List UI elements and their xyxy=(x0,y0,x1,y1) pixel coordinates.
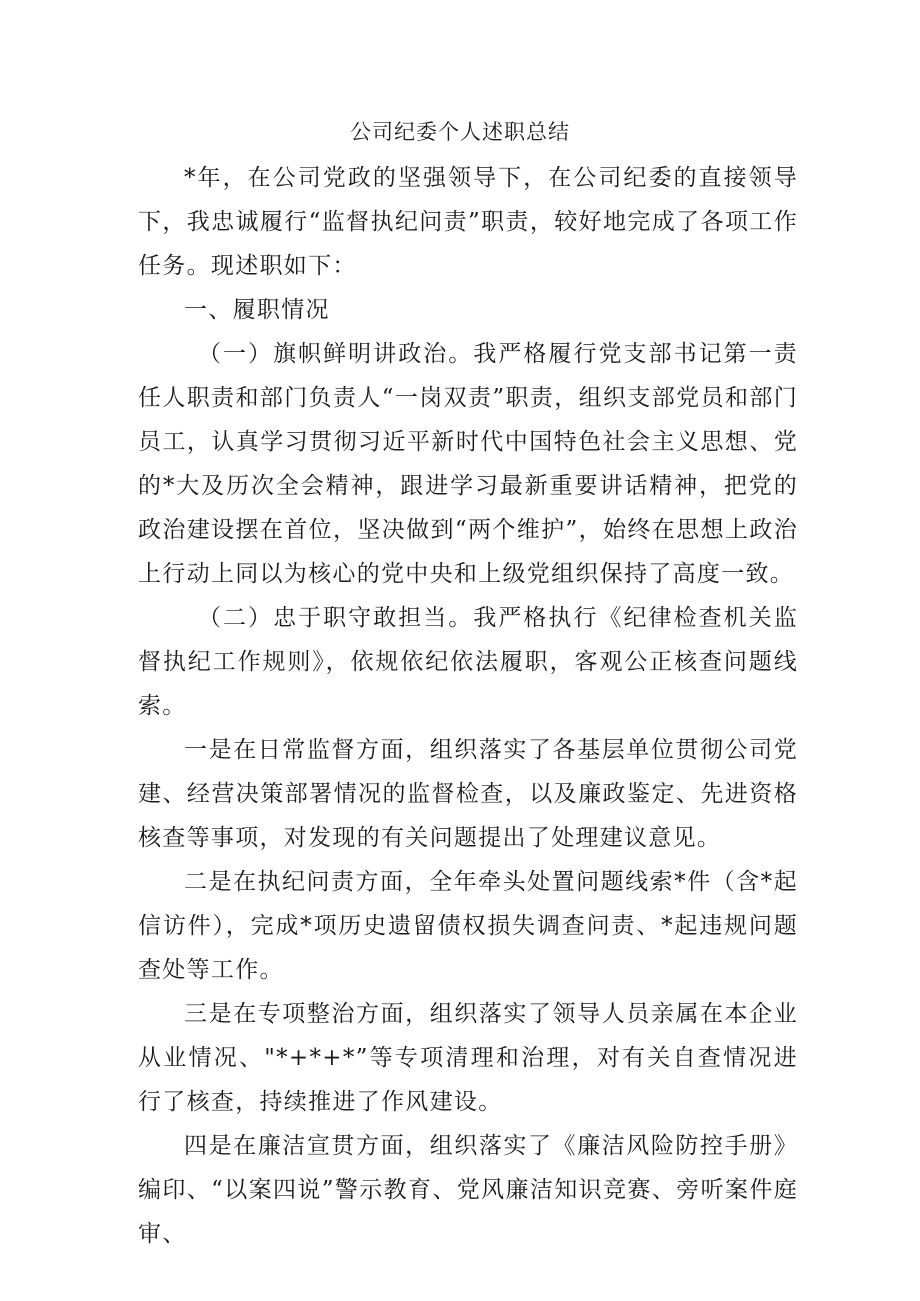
paragraph-special-rectification: 三是在专项整治方面，组织落实了领导人员亲属在本企业从业情况、"*+*+*”等专项清理和治理，对有关自查情况进行了核查，持续推进了作风建设。 xyxy=(138,1001,798,1115)
subsection-paragraph-duty: （二）忠于职守敢担当。我严格执行《纪律检查机关监督执纪工作规则》，依规依纪依法履职，客观公正核查问题线索。 xyxy=(138,605,798,719)
document-body xyxy=(138,156,798,1256)
document-title: 公司纪委个人述职总结 xyxy=(350,120,570,144)
intro-paragraph: *年，在公司党政的坚强领导下，在公司纪委的直接领导下，我忠诚履行“监督执纪问责”职责，较好地完成了各项工作任务。现述职如下： xyxy=(138,165,798,279)
paragraph-discipline-accountability: 二是在执纪问责方面，全年牵头处置问题线索*件（含*起信访件），完成*项历史遗留债权损失调查问责、*起违规问题查处等工作。 xyxy=(138,869,798,983)
section-heading: 一、履职情况 xyxy=(184,297,330,323)
subsection-paragraph-politics: （一）旗帜鲜明讲政治。我严格履行党支部书记第一责任人职责和部门负责人“一岗双责”职责，组织支部党员和部门员工，认真学习贯彻习近平新时代中国特色社会主义思想、党的*大及历次全会精神，跟进学习最新重要讲话精神，把党的政治建设摆在首位，坚决做到“两个维护”，始终在思想上政治上行动上同以为核心的党中央和上级党组织保持了高度一致。 xyxy=(138,341,798,587)
paragraph-integrity-publicity: 四是在廉洁宣贯方面，组织落实了《廉洁风险防控手册》编印、“以案四说”警示教育、党风廉洁知识竞赛、旁听案件庭审、 xyxy=(138,1133,798,1247)
paragraph-daily-supervision: 一是在日常监督方面，组织落实了各基层单位贯彻公司党建、经营决策部署情况的监督检查，以及廉政鉴定、先进资格核查等事项，对发现的有关问题提出了处理建议意见。 xyxy=(138,737,798,851)
